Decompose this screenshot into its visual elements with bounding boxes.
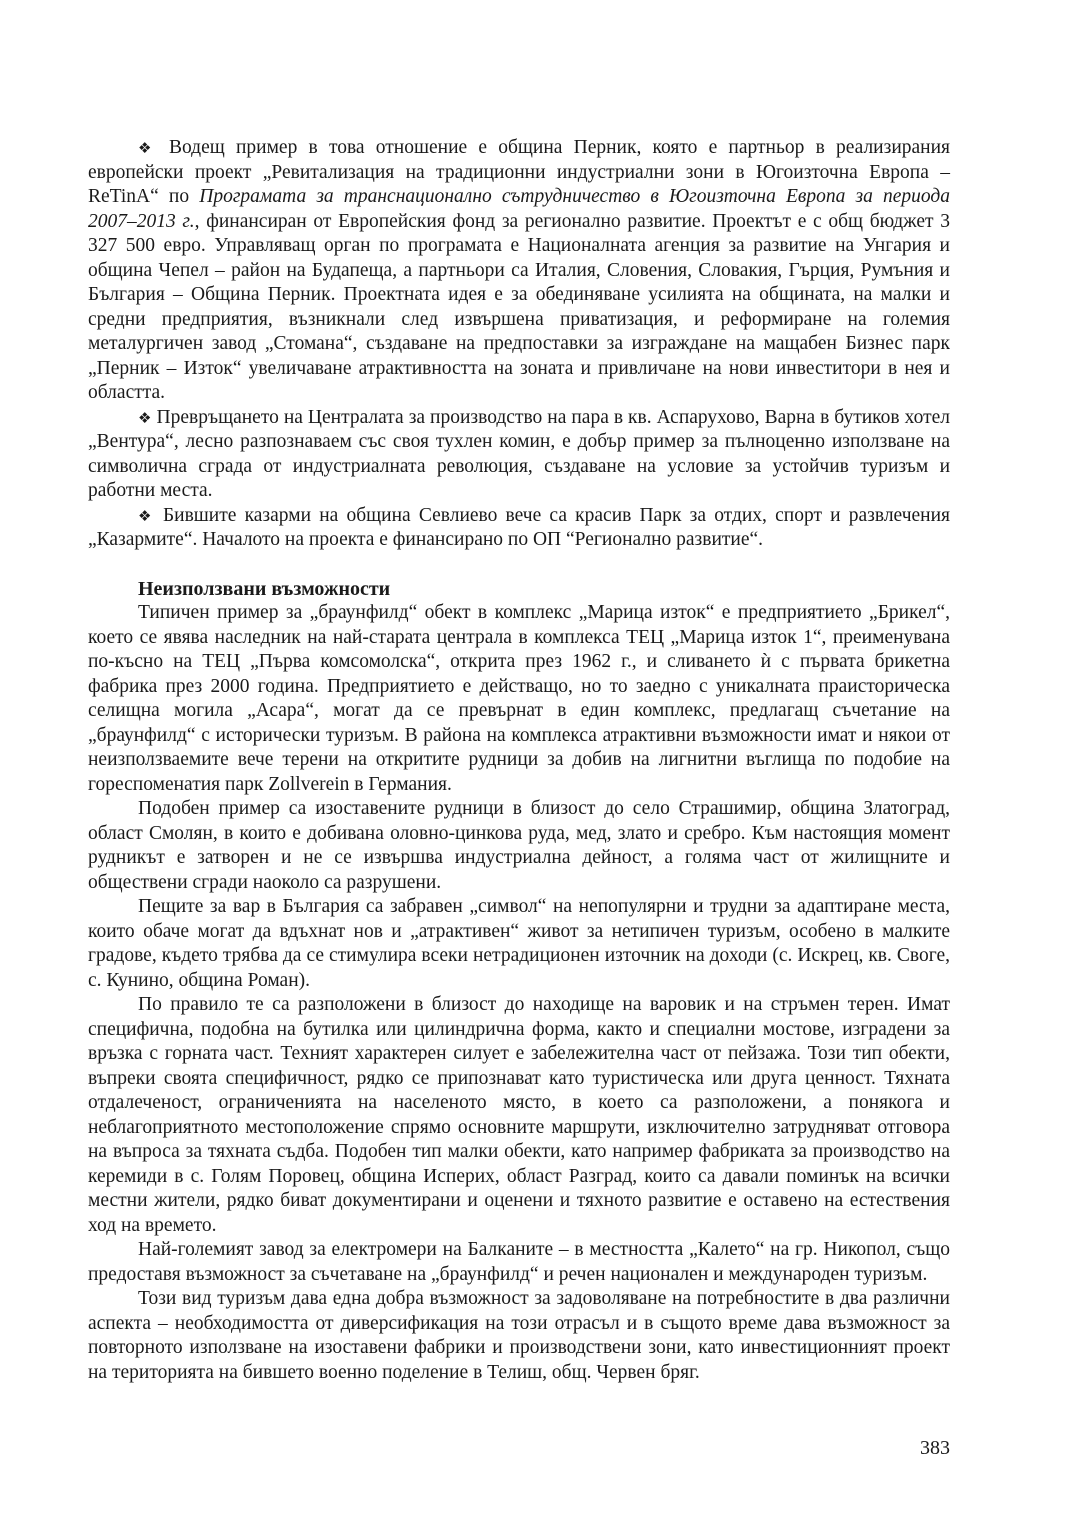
page-number: 383 [920,1437,950,1459]
paragraph-strashimir-mines: Подобен пример са изоставените рудници в близост до село Страшимир, община Златоград, област Смолян, в които е добивана оловно-цинкова руда, мед, злато и сребро. Към настоящия момент рудникът е затворен и не се извършва индустриална дейност, а голяма част от жилищните и обществени сгради наоколо са разрушени. [88,798,950,893]
paragraph-kiln-characteristics: По правило те са разположени в близост до находище на варовик и на стръмен терен. Имат специфична, подобна на бутилка или цилиндрична форма, както и специални мостове, изградени за връзка с горната част. Техният характерен силует е забележителна част от пейзажа. Този тип обекти, въпреки своята специфичност, рядко се припознават като туристическа или друга ценност. Тяхната отдалеченост, ограниченията на населеното място, в което са разположени, а понякога и неблагоприятното местоположение спрямо основните маршрути, изключително затрудняват отговора на въпроса за тяхната съдба. Подобен тип малки обекти, като например фабриката за производство на керемиди в с. Голям Поровец, община Исперих, област Разград, които са давали поминък на всички местни жители, рядко биват документирани и оценени и тяхното развитие е оставено на естествения ход на времето. [88,994,950,1236]
page-body [88,136,950,1385]
diamond-bullet-icon: ❖ [138,506,155,525]
section-heading: Неизползвани възможности [138,577,391,600]
program-title-italic: Програмата за транснационално сътрудничество в Югоизточна Европа за периода 2007–2013 г. [88,186,950,232]
paragraph-telish-project: Този вид туризъм дава една добра възможност за задоволяване на потребностите в два различни аспекта – необходимостта от диверсификация на този отрасъл и в същото време дава възможност за повторното използване на изоставени фабрики и производствени зони, като инвестиционният проект на територията на бившето военно поделение в Телиш, общ. Червен бряг. [88,1288,950,1383]
paragraph-ventura-hotel: ❖ Превръщането на Централата за производство на пара в кв. Аспарухово, Варна в бутиков хотел „Вентура“, лесно разпознаваем със своя тухлен комин, е добър пример за пълноценно използване на символична сграда от индустриалната революция, създаване на условие за устойчив туризъм и работни места. [88,406,950,501]
diamond-bullet-icon: ❖ [138,408,152,427]
paragraph-lime-kilns: Пещите за вар в България са забравен „символ“ на непопулярни и трудни за адаптиране места, които обаче могат да вдъхнат нов и „атрактивен“ живот за нетипичен туризъм, особено в малките градове, където трябва да се стимулира всеки нетрадиционен източник на доходи (с. Искрец, кв. Своге, с. Кунино, община Роман). [88,896,950,991]
paragraph-brikel: Типичен пример за „браунфилд“ обект в комплекс „Марица изток“ е предприятието „Брикел“, което се явява наследник на най-старата централа в комплекса ТЕЦ „Марица изток 1“, преименувана по-късно на ТЕЦ „Първа комсомолска“, открита през 1962 г., и сливането ѝ с първата брикетна фабрика през 2000 година. Предприятието е действащо, но то заедно с уникалната праисторическа селищна могила „Асара“, могат да се превърнат в един комплекс, предлагащ съчетание на „браунфилд“ с исторически туризъм. В района на комплекса атрактивни възможности имат и някои от неизползваемите вече терени на откритите рудници за добив на лигнитни въглища по подобие на гореспоменатия парк Zollverein в Германия. [88,602,950,795]
paragraph-retina-project: ❖ Водещ пример в това отношение е община Перник, която е партньор в реализирания европейски проект „Ревитализация на традиционни индустриални зони в Югоизточна Европа – ReTinA“ по Програмата за транснационално сътрудничество в Югоизточна Европа за периода 2007–2013 г., финансиран от Европейския фонд за регионално развитие. Проектът е с общ бюджет 3 327 500 евро. Управляващ орган по програмата е Националната агенция за развитие на Унгария и община Чепел – район на Будапеща, а партньори са Италия, Словения, Словакия, Гърция, Румъния и България – Община Перник. Проектната идея е за обединяване усилията на общината, на малки и средни предприятия, възникнали след извършена приватизация, и реформиране на големия металургичен завод „Стомана“, създаване на предпоставки за изграждане на мащабен Бизнес парк „Перник – Изток“ увеличаване атрактивността на зоната и привличане на нови инвеститори в нея и областта. [88,137,950,403]
diamond-bullet-icon: ❖ [138,139,158,157]
paragraph-sevlievo-barracks: ❖ Бившите казарми на община Севлиево вече са красив Парк за отдих, спорт и развлечения „Казармите“. Началото на проекта е финансирано по ОП “Регионално развитие“. [88,504,951,550]
paragraph-nikopol-factory: Най-големият завод за електромери на Балканите – в местността „Калето“ на гр. Никопол, също предоставя възможност за съчетаване на „браунфилд“ и речен национален и международен туризъм. [88,1239,950,1285]
